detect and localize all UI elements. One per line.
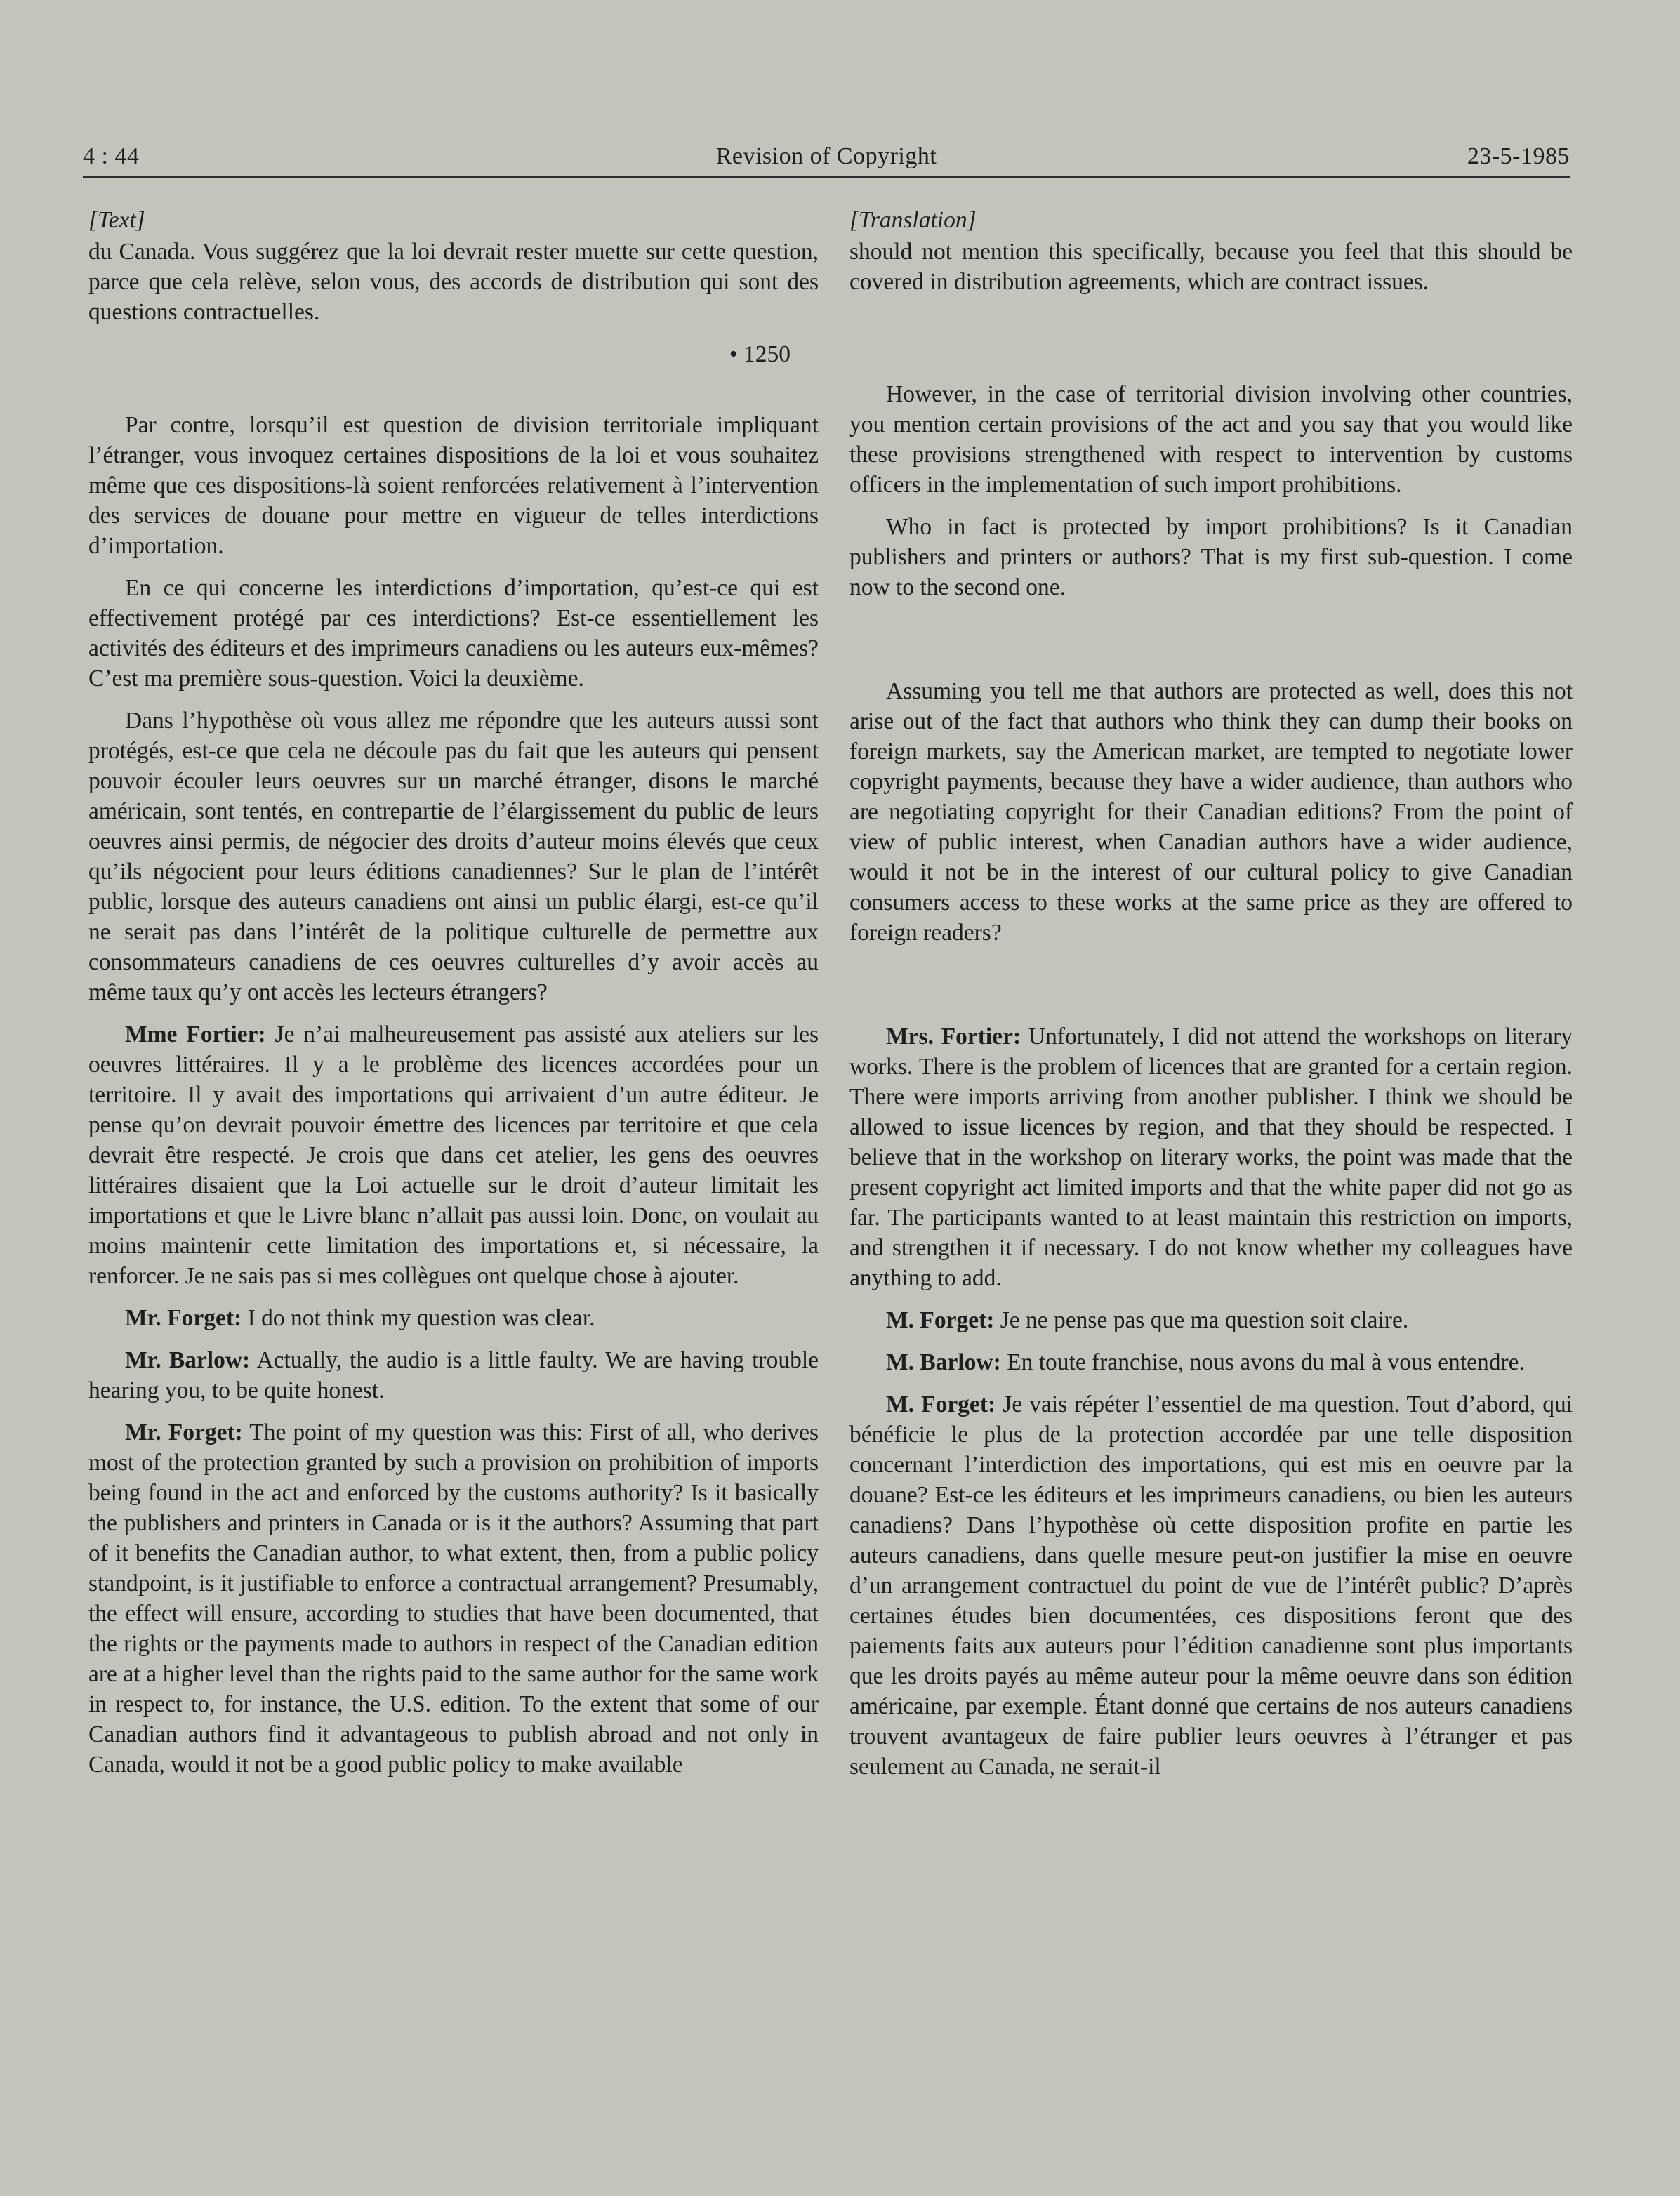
speech-text: I do not think my question was clear. (247, 1305, 595, 1331)
speaker-paragraph (849, 1347, 1573, 1377)
speaker-paragraph (88, 1019, 819, 1291)
paragraph: Who in fact is protected by import prohibitions? Is it Canadian publishers and printers or authors? That is my first sub-question. I come now to the second one. (849, 514, 1573, 600)
speaker-name: M. Forget: (886, 1307, 995, 1333)
publication-title: Revision of Copyright (715, 143, 937, 169)
speaker-paragraph (849, 1389, 1573, 1782)
speaker-name: M. Barlow: (886, 1349, 1001, 1375)
speaker-paragraph (88, 1303, 819, 1333)
speech-text: Actually, the audio is a little faulty. We are having trouble hearing you, to be quite honest. (88, 1347, 819, 1403)
speech-text: Je vais répéter l’essentiel de ma question. Tout d’abord, qui bénéficie le plus de la protection accordée par une telle disposition concernant l’interdiction des importations, qui est mis en oeuvre par la douane? Est-ce les éditeurs et les imprimeurs canadiens, ou bien les auteurs canadiens? Dans l’hypothèse où cette disposition profite en partie les auteurs canadiens, dans quelle mesure peut-on justifier la mise en oeuvre d’un arrangement contractuel du point de vue de l’intérêt public? D’après certaines études bien documentées, ces dispositions feront que des paiements faits aux auteurs pour l’édition canadienne sont plus importants que les droits payés au même auteur pour la même oeuvre dans son édition américaine, par exemple. Étant donné que certains de nos auteurs canadiens trouvent avantageux de faire publier leurs oeuvres à l’étranger et pas seulement au Canada, ne serait-il (849, 1391, 1573, 1780)
right-column-english (849, 205, 1573, 1794)
speaker-paragraph (88, 1345, 819, 1405)
section-label-translation: [Translation] (849, 207, 977, 233)
page-number: 4 : 44 (83, 143, 140, 169)
speech-text: Je n’ai malheureusement pas assisté aux ateliers sur les oeuvres littéraires. Il y a le problème des licences accordées pour un territoire. Il y avait des importations qui arrivaient d’un autre éditeur. Je pense qu’on devrait pouvoir émettre des licences par territoire et que cela devrait être respecté. Je crois que dans cet atelier, les gens des oeuvres littéraires disaient que la Loi actuelle sur le droit d’auteur limitait les importations et que le Livre blanc n’allait pas aussi loin. Donc, on voulait au moins maintenir cette limitation des importations et, si nécessaire, la renforcer. Je ne sais pas si mes collègues ont quelque chose à ajouter. (88, 1021, 819, 1289)
speech-text: Je ne pense pas que ma question soit claire. (1000, 1307, 1409, 1333)
paragraph: du Canada. Vous suggérez que la loi devrait rester muette sur cette question, parce que cela relève, selon vous, des accords de distribution qui sont des questions contractuelles. (88, 239, 819, 325)
speech-text: En toute franchise, nous avons du mal à vous entendre. (1007, 1349, 1525, 1375)
speaker-paragraph (849, 1305, 1573, 1335)
speaker-name: Mr. Barlow: (125, 1347, 251, 1373)
paragraph: should not mention this specifically, because you feel that this should be covered in distribution agreements, which are contract issues. (849, 239, 1573, 295)
speaker-name: Mme Fortier: (125, 1021, 266, 1047)
speaker-name: Mrs. Fortier: (886, 1024, 1021, 1050)
speaker-name: Mr. Forget: (125, 1420, 243, 1446)
paragraph: Par contre, lorsqu’il est question de division territoriale impliquant l’étranger, vous invoquez certaines dispositions de la loi et vous souhaitez même que ces dispositions-là soient renforcées relativement à l’intervention des services de douane pour mettre en vigueur de telles interdictions d’importation. (88, 412, 819, 559)
speech-text: Unfortunately, I did not attend the workshops on literary works. There is the problem of licences that are granted for a certain region. There were imports arriving from another publisher. I think we should be allowed to issue licences by region, and that they should be respected. I believe that in the workshop on literary works, the point was made that the present copyright act limited imports and that the white paper did not go as far. The participants wanted to at least maintain this restriction on imports, and strengthen it if necessary. I do not know whether my colleagues have anything to add. (849, 1024, 1573, 1291)
paragraph: However, in the case of territorial division involving other countries, you mention certain provisions of the act and you say that you would like these provisions strengthened with respect to intervention by customs officers in the implementation of such import prohibitions. (849, 381, 1573, 498)
speaker-paragraph (849, 1021, 1573, 1293)
section-label-text: [Text] (88, 207, 145, 233)
time-marker: • 1250 (729, 341, 791, 367)
left-column-french (88, 205, 819, 1792)
paragraph: En ce qui concerne les interdictions d’importation, qu’est-ce qui est effectivement protégé par ces interdictions? Est-ce essentiellement les activités des éditeurs et des imprimeurs canadiens ou les auteurs eux-mêmes? C’est ma première sous-question. Voici la deuxième. (88, 575, 819, 692)
speaker-name: Mr. Forget: (125, 1305, 242, 1331)
speech-text: The point of my question was this: First of all, who derives most of the protection granted by such a provision on prohibition of imports being found in the act and enforced by the customs authority? Is it basically the publishers and printers in Canada or is it the authors? Assuming that part of it benefits the Canadian author, to what extent, then, from a public policy standpoint, is it justifiable to enforce a contractual arrangement? Presumably, the effect will ensure, according to studies that have been documented, that the rights or the payments made to authors in respect of the Canadian edition are at a higher level than the rights paid to the same author for the same work in respect to, for instance, the U.S. edition. To the extent that some of our Canadian authors find it advantageous to publish abroad and not only in Canada, would it not be a good public policy to make available (88, 1420, 819, 1778)
speaker-paragraph (88, 1417, 819, 1780)
paragraph: Dans l’hypothèse où vous allez me répondre que les auteurs aussi sont protégés, est-ce que cela ne découle pas du fait que les auteurs qui pensent pouvoir écouler leurs oeuvres sur un marché étranger, disons le marché américain, sont tentés, en contrepartie de l’élargissement du public de leurs oeuvres ainsi permis, de négocier des droits d’auteur moins élevés que ceux qu’ils négocient pour leurs éditions canadiennes? Sur le plan de l’intérêt public, lorsque des auteurs canadiens ont ainsi un public élargi, est-ce qu’il ne serait pas dans l’intérêt de la politique culturelle de permettre aux consommateurs canadiens de ces oeuvres culturelles d’y avoir accès au même taux qu’y ont accès les lecteurs étrangers? (88, 708, 819, 1005)
paragraph: Assuming you tell me that authors are protected as well, does this not arise out of the fact that authors who think they can dump their books on foreign markets, say the American market, are tempted to negotiate lower copyright payments, because they have a wider audience, than authors who are negotiating copyright for their Canadian editions? From the point of view of public interest, when Canadian authors have a wider audience, would it not be in the interest of our cultural policy to give Canadian consumers access to these works at the same price as they are offered to foreign readers? (849, 678, 1573, 946)
speaker-name: M. Forget: (886, 1391, 996, 1417)
header-date: 23-5-1985 (1467, 143, 1570, 169)
running-header (83, 135, 1570, 178)
